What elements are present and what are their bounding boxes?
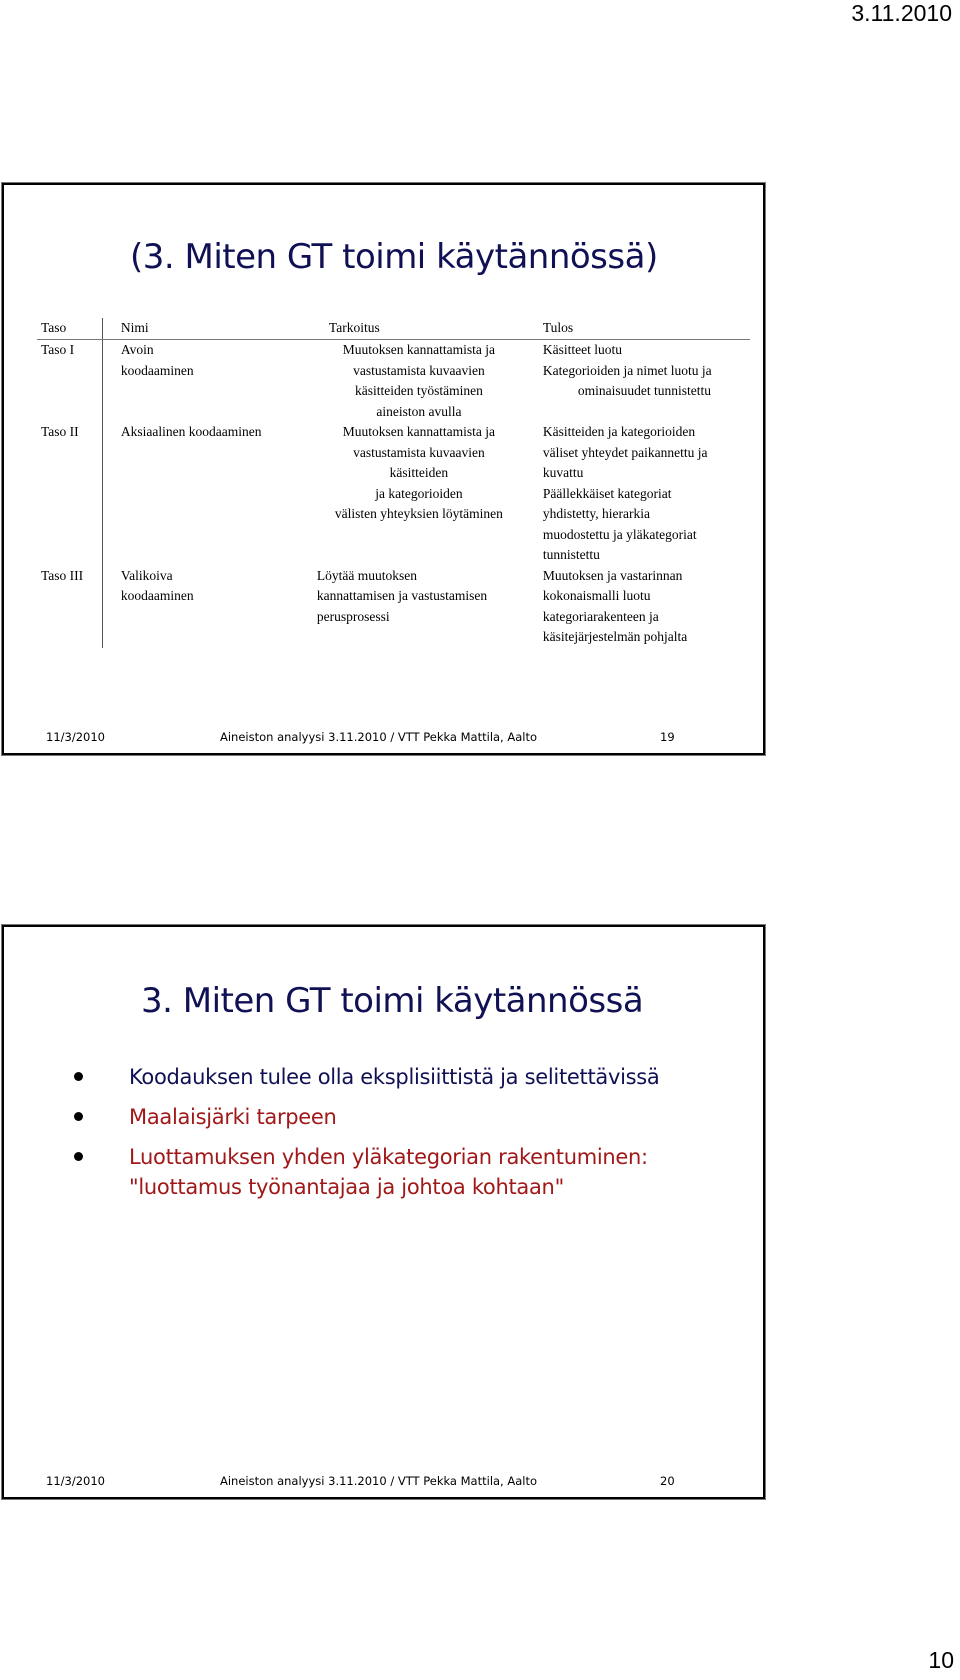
bullet-dot-icon — [74, 1152, 83, 1161]
cell-line: ja kategorioiden — [375, 485, 463, 501]
cell-line: Muutoksen ja vastarinnan — [542, 567, 683, 583]
bullet-item — [74, 1062, 754, 1092]
cell-line: Kategorioiden ja nimet luotu ja — [542, 362, 712, 378]
footer-slide-number: 19 — [660, 730, 675, 744]
bullet-list — [74, 1062, 754, 1212]
cell-line: koodaaminen — [120, 362, 194, 378]
cell-line: koodaaminen — [120, 588, 194, 603]
cell-line: kannattamisen ja vastustamisen — [316, 588, 488, 603]
cell-line: käsitteiden — [389, 465, 449, 480]
cell-line: kokonaismalli luotu — [542, 588, 651, 603]
bullet-text: Koodauksen tulee olla eksplisiittistä ja selitettävissä — [129, 1065, 660, 1089]
cell-line: muodostettu ja yläkategoriat — [542, 526, 697, 542]
bullet-item — [74, 1102, 754, 1132]
bullet-dot-icon — [74, 1112, 83, 1121]
cell-line: Aksiaalinen koodaaminen — [120, 424, 262, 439]
bullet-text: "luottamus työnantajaa ja johtoa kohtaan" — [129, 1175, 564, 1199]
cell-tarkoitus — [317, 422, 531, 566]
cell-line: Käsitteet luotu — [542, 342, 623, 357]
cell-line: kuvattu — [542, 465, 584, 480]
bullet-text: Maalaisjärki tarpeen — [129, 1105, 337, 1129]
cell-line: Muutoksen kannattamista ja — [342, 342, 496, 357]
cell-line: yhdistetty, hierarkia — [542, 506, 650, 521]
table-row — [37, 422, 750, 566]
slide-footer — [4, 1474, 763, 1490]
cell-line: tunnistettu — [542, 547, 600, 562]
bullet-item — [74, 1142, 754, 1202]
cell-line: perusprosessi — [316, 608, 390, 624]
header-tulos: Tulos — [531, 318, 750, 340]
cell-line: aineiston avulla — [376, 403, 462, 419]
cell-tulos — [531, 566, 750, 648]
footer-date: 11/3/2010 — [46, 1474, 105, 1488]
slide-20 — [2, 925, 765, 1499]
footer-text: Aineiston analyysi 3.11.2010 / VTT Pekka Mattila, Aalto — [220, 730, 538, 744]
cell-line: Muutoksen kannattamista ja — [342, 424, 496, 439]
header-taso: Taso — [37, 318, 102, 340]
page-number: 10 — [928, 1647, 954, 1673]
gt-levels-table — [37, 318, 750, 648]
cell-line: Löytää muutoksen — [316, 567, 418, 583]
cell-nimi — [102, 340, 317, 423]
header-nimi: Nimi — [102, 318, 317, 340]
cell-nimi — [102, 566, 317, 648]
cell-line: Avoin — [120, 342, 154, 357]
slide-title: (3. Miten GT toimi käytännössä) — [130, 237, 658, 277]
footer-slide-number: 20 — [660, 1474, 675, 1488]
cell-line: kategoriarakenteen ja — [542, 608, 659, 624]
cell-line: käsitejärjestelmän pohjalta — [542, 629, 688, 644]
slide-title: 3. Miten GT toimi käytännössä — [141, 981, 644, 1021]
cell-taso: Taso III — [37, 566, 102, 648]
bullet-dot-icon — [74, 1072, 83, 1081]
cell-line: käsitteiden työstäminen — [354, 383, 483, 398]
cell-line: Valikoiva — [120, 567, 173, 583]
cell-line: Päällekkäiset kategoriat — [542, 485, 672, 501]
cell-taso: Taso I — [37, 340, 102, 423]
page-date: 3.11.2010 — [851, 0, 952, 26]
cell-line: ominaisuudet tunnistettu — [577, 383, 712, 398]
cell-tarkoitus — [317, 340, 531, 423]
cell-line: vastustamista kuvaavien — [353, 444, 485, 460]
cell-line: Käsitteiden ja kategorioiden — [542, 424, 696, 439]
footer-text: Aineiston analyysi 3.11.2010 / VTT Pekka Mattila, Aalto — [220, 1474, 538, 1488]
cell-tarkoitus — [317, 566, 531, 648]
header-tarkoitus: Tarkoitus — [317, 318, 531, 340]
table-row — [37, 566, 750, 648]
cell-nimi — [102, 422, 317, 566]
cell-tulos — [531, 340, 750, 423]
cell-line: vastustamista kuvaavien — [353, 362, 485, 378]
cell-tulos — [531, 422, 750, 566]
cell-taso: Taso II — [37, 422, 102, 566]
footer-date: 11/3/2010 — [46, 730, 105, 744]
table-row — [37, 340, 750, 423]
cell-line: väliset yhteydet paikannettu ja — [542, 444, 708, 460]
cell-line: välisten yhteyksien löytäminen — [334, 506, 503, 521]
slide-19 — [2, 183, 765, 755]
bullet-text: Luottamuksen yhden yläkategorian rakentuminen: — [129, 1145, 648, 1169]
slide-footer — [4, 730, 763, 746]
table-header-row — [37, 318, 750, 340]
